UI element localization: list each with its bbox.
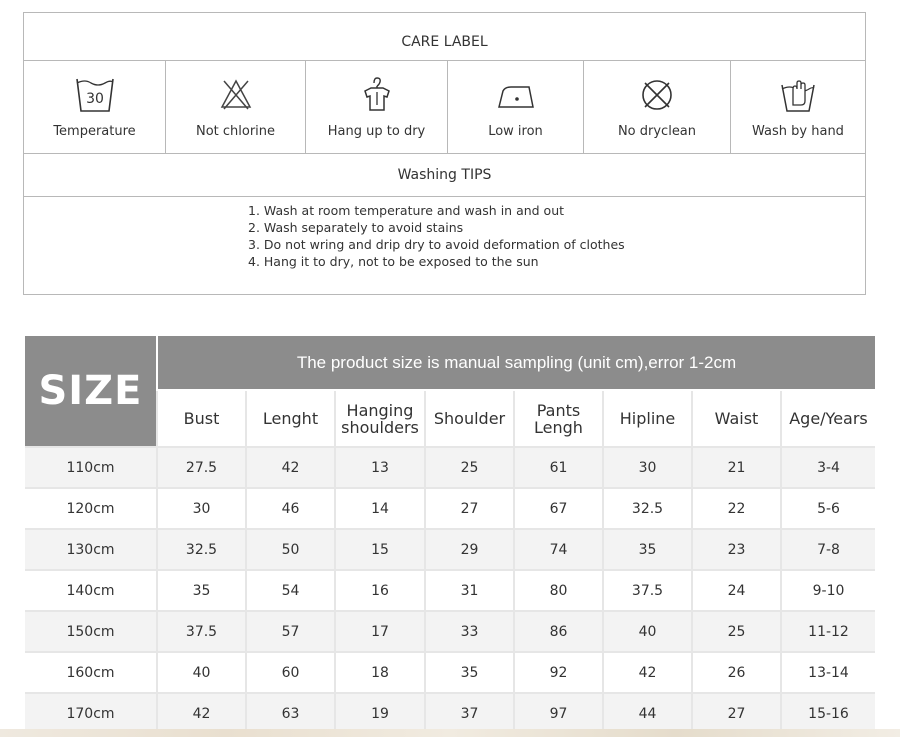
table-cell: 18 [334,653,424,692]
column-header-bust: Bust [156,391,245,446]
size-cell: 110cm [66,459,115,476]
table-cell: 44 [602,694,691,733]
tip-item: 2. Wash separately to avoid stains [248,220,464,235]
tip-item: 1. Wash at room temperature and wash in and out [248,203,565,218]
table-cell: 21 [691,448,780,487]
table-cell: 74 [513,530,602,569]
table-cell: 14 [334,489,424,528]
care-item-temperature [24,61,166,153]
table-cell: 42 [156,694,245,733]
table-cell: 92 [513,653,602,692]
care-item-low-iron [448,61,584,153]
table-cell: 80 [513,571,602,610]
size-cell: 150cm [66,623,115,640]
table-cell: 27 [691,694,780,733]
hand-wash-icon [778,75,818,115]
size-chart-header [25,336,875,446]
table-cell: 27.5 [156,448,245,487]
table-cell: 5-6 [780,489,875,528]
table-cell: 57 [245,612,334,651]
table-cell: 24 [691,571,780,610]
tip-item: 4. Hang it to dry, not to be exposed to the sun [248,254,539,269]
table-cell: 3-4 [780,448,875,487]
wash-30-icon [74,75,116,115]
size-cell: 120cm [66,500,115,517]
table-cell: 22 [691,489,780,528]
table-row [25,446,875,487]
table-cell: 35 [156,571,245,610]
washing-tips-list [248,202,625,270]
column-header-hanging-shoulders: Hanging shoulders [334,391,424,446]
table-cell: 63 [245,694,334,733]
care-item-hand-wash [731,61,865,153]
column-header-waist: Waist [691,391,780,446]
size-cell: 130cm [66,541,115,558]
table-cell: 13 [334,448,424,487]
table-cell: 60 [245,653,334,692]
care-label-title: CARE LABEL [24,13,865,61]
size-note: The product size is manual sampling (unit cm),error 1-2cm [158,336,875,389]
table-cell: 61 [513,448,602,487]
table-cell: 35 [424,653,513,692]
table-cell: 37 [424,694,513,733]
table-cell: 25 [424,448,513,487]
washing-tips-title: Washing TIPS [24,154,865,197]
column-header-age: Age/Years [780,391,875,446]
care-label-text: No dryclean [617,124,697,139]
no-chlorine-icon [218,75,254,115]
table-cell: 11-12 [780,612,875,651]
tip-item: 3. Do not wring and drip dry to avoid deformation of clothes [248,237,625,252]
table-cell: 15 [334,530,424,569]
table-cell: 35 [602,530,691,569]
table-cell: 42 [245,448,334,487]
bottom-fabric-strip [0,729,900,737]
care-item-chlorine [166,61,306,153]
wash-temp-number: 30 [85,91,104,107]
table-cell: 25 [691,612,780,651]
hang-dry-icon [357,75,397,115]
table-cell: 23 [691,530,780,569]
column-header-hipline: Hipline [602,391,691,446]
table-cell: 97 [513,694,602,733]
table-cell: 17 [334,612,424,651]
table-cell: 13-14 [780,653,875,692]
care-label-text: Not chlorine [195,124,276,139]
table-cell: 46 [245,489,334,528]
no-dryclean-icon [638,75,676,115]
table-cell: 40 [156,653,245,692]
size-badge: SIZE [25,336,156,446]
care-label-text: Low iron [488,124,543,139]
table-cell: 67 [513,489,602,528]
table-cell: 30 [602,448,691,487]
table-row [25,610,875,651]
table-row [25,651,875,692]
table-cell: 50 [245,530,334,569]
low-iron-icon [495,75,537,115]
table-cell: 42 [602,653,691,692]
table-cell: 9-10 [780,571,875,610]
table-cell: 37.5 [156,612,245,651]
table-cell: 7-8 [780,530,875,569]
table-cell: 33 [424,612,513,651]
care-label-text: Temperature [53,124,136,139]
care-label-text: Wash by hand [752,124,844,139]
size-cell: 140cm [66,582,115,599]
column-headers [156,391,875,446]
table-cell: 27 [424,489,513,528]
table-cell: 19 [334,694,424,733]
table-row [25,487,875,528]
column-header-pants-length: Pants Lengh [513,391,602,446]
care-icons-row [24,61,865,154]
size-rows [25,446,875,733]
table-cell: 16 [334,571,424,610]
size-chart [25,336,875,735]
table-cell: 37.5 [602,571,691,610]
care-item-dryclean [584,61,731,153]
table-row [25,569,875,610]
table-row [25,528,875,569]
table-cell: 54 [245,571,334,610]
column-header-shoulder: Shoulder [424,391,513,446]
table-cell: 31 [424,571,513,610]
table-cell: 30 [156,489,245,528]
size-cell: 160cm [66,664,115,681]
table-row [25,692,875,733]
table-cell: 32.5 [156,530,245,569]
table-cell: 40 [602,612,691,651]
table-cell: 29 [424,530,513,569]
care-label-text: Hang up to dry [327,124,426,139]
size-cell: 170cm [66,705,115,722]
table-cell: 15-16 [780,694,875,733]
column-header-length: Lenght [245,391,334,446]
size-header-right [156,336,875,446]
table-cell: 32.5 [602,489,691,528]
table-cell: 26 [691,653,780,692]
care-item-hang-dry [306,61,448,153]
table-cell: 86 [513,612,602,651]
